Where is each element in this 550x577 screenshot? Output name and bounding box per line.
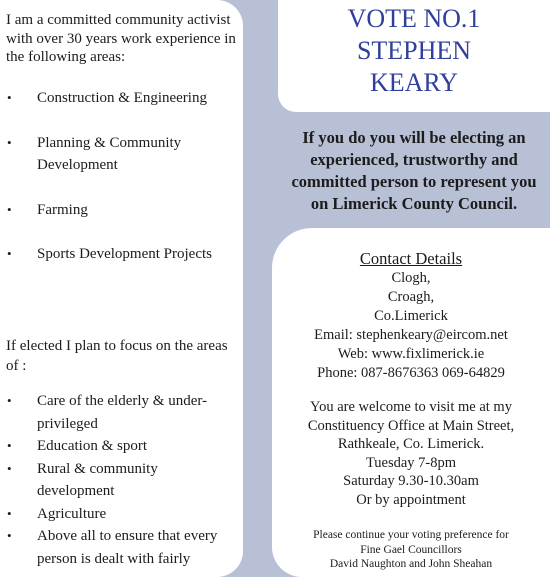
- voting-preferences: Please continue your voting preference for Fine Gael Councillors David Naughton and John Sheahan: [313, 529, 509, 570]
- list-item: • Farming: [0, 199, 243, 222]
- bullet-icon: •: [7, 505, 12, 521]
- bullet-icon: •: [7, 201, 12, 217]
- title-box: [278, 0, 550, 112]
- list-item: • Construction & Engineering: [0, 87, 243, 110]
- focus-intro: If elected I plan to focus on the areas of :: [6, 338, 228, 374]
- intro-text: I am a committed community activist with over 30 years work experience in the following areas:: [6, 12, 236, 65]
- address-line: Co.Limerick: [374, 308, 448, 324]
- title-line-3: KEARY: [369, 68, 459, 97]
- email-link[interactable]: Email: stephenkeary@eircom.net: [314, 327, 508, 343]
- address-line: Croagh,: [387, 289, 435, 305]
- focus-list: [0, 390, 243, 570]
- phone-text: Phone: 087-8676363 069-64829: [317, 365, 505, 381]
- bullet-icon: •: [7, 134, 12, 150]
- list-item: • Planning & Community Development: [0, 132, 243, 177]
- list-item: • Rural & community development: [0, 458, 243, 503]
- experience-list: [0, 87, 243, 288]
- contact-heading: Contact Details: [359, 249, 463, 268]
- bullet-icon: •: [7, 438, 12, 453]
- contact-box: [272, 228, 550, 577]
- bullet-icon: •: [7, 460, 12, 476]
- list-item: • Agriculture: [0, 503, 243, 526]
- list-item: • Sports Development Projects: [0, 243, 243, 266]
- bullet-icon: •: [7, 90, 12, 105]
- pitch-text: If you do you will be electing an experienced, trustworthy and committed person to represent you on Limerick County Council.: [291, 128, 537, 213]
- bullet-icon: •: [7, 393, 12, 408]
- list-item: • Care of the elderly & under-privileged: [0, 390, 243, 435]
- left-panel: [0, 0, 243, 577]
- address-line: Clogh,: [391, 270, 431, 286]
- title-line-1: VOTE NO.1: [347, 4, 481, 33]
- list-item: • Education & sport: [0, 435, 243, 458]
- title-line-2: STEPHEN: [356, 36, 472, 65]
- office-info: You are welcome to visit me at my Constituency Office at Main Street, Rathkeale, Co. Limerick. Tuesday 7-8pm Saturday 9.30-10.30am Or by appointment: [307, 399, 515, 508]
- bullet-icon: •: [7, 246, 12, 261]
- web-link[interactable]: Web: www.fixlimerick.ie: [337, 346, 485, 362]
- bullet-icon: •: [7, 528, 12, 543]
- list-item: • Above all to ensure that every person is dealt with fairly: [0, 525, 243, 570]
